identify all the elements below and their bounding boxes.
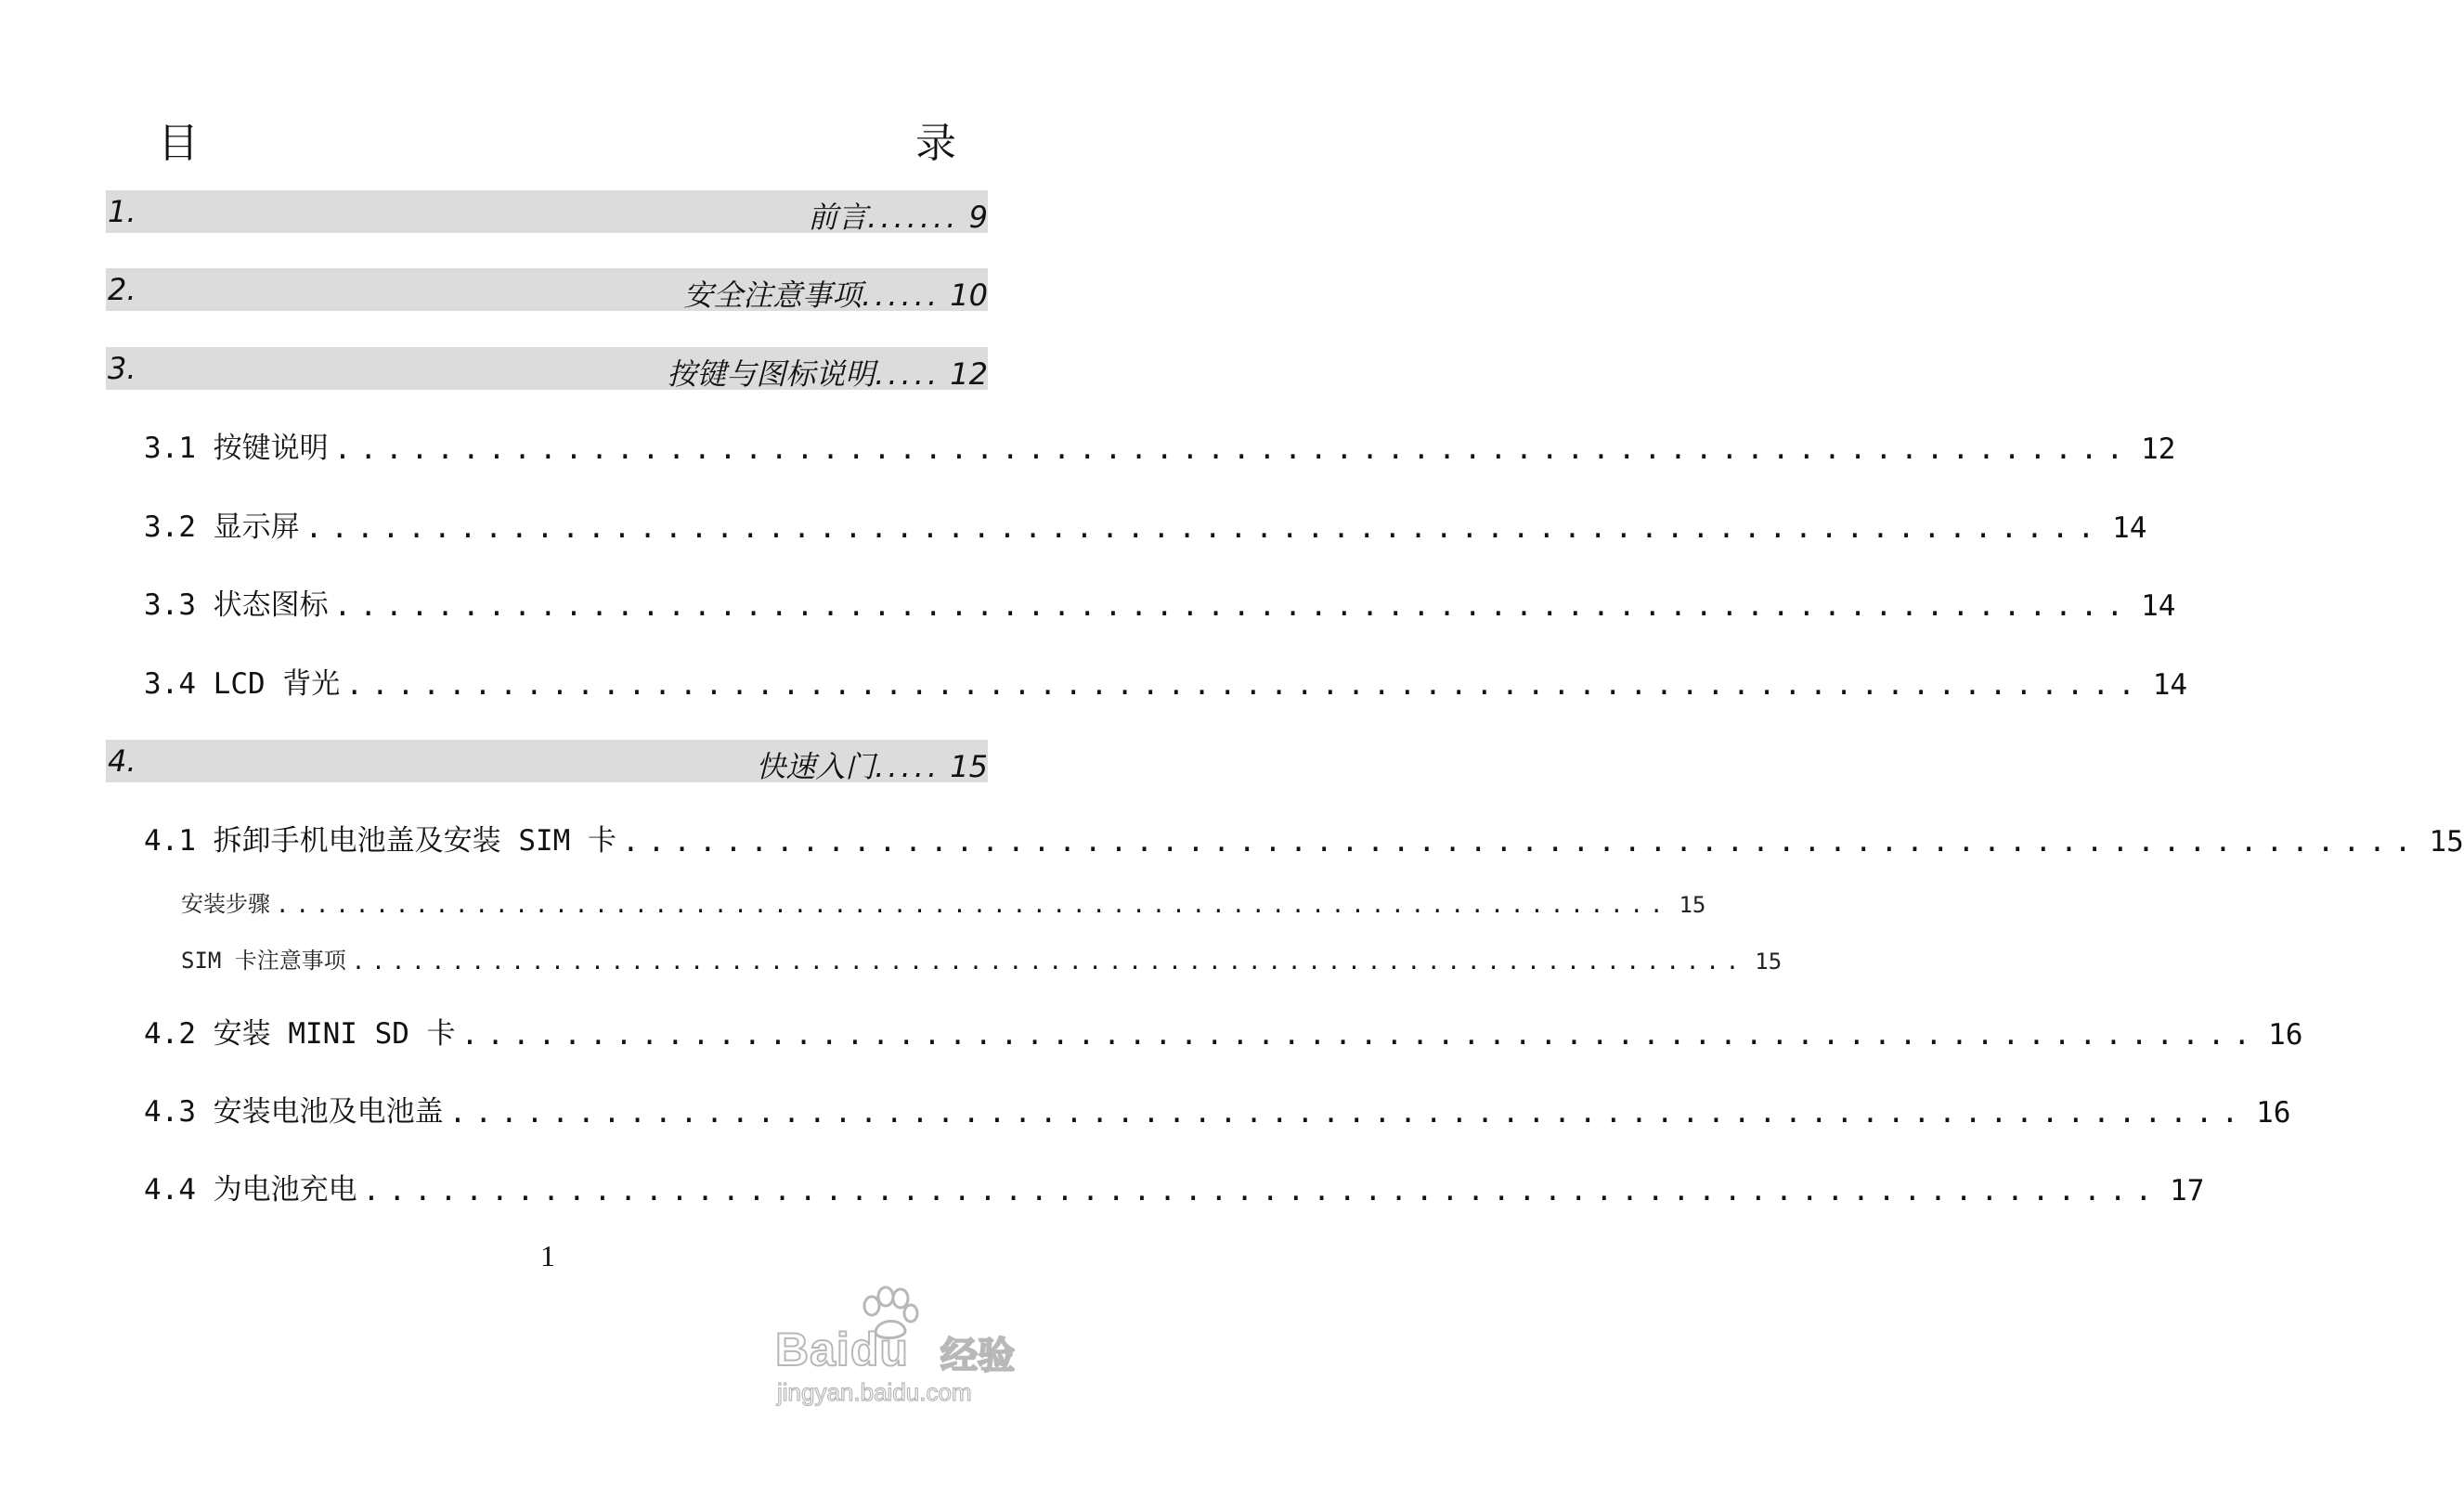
toc-chapter-2[interactable]: [106, 268, 988, 311]
entry-page: 15: [2429, 825, 2464, 859]
toc-entry-4-4[interactable]: [144, 1167, 2205, 1207]
watermark-brand: Baidu: [775, 1324, 909, 1375]
watermark-url: jingyan.baidu.com: [777, 1378, 972, 1406]
page-title: 目 录: [158, 120, 1105, 167]
entry-page: 14: [2152, 668, 2188, 702]
entry-title: 4.3 安装电池及电池盖: [144, 1095, 444, 1129]
entry-title: 3.2 显示屏: [144, 510, 300, 544]
chapter-number: 2.: [108, 272, 136, 307]
toc-entry-4-2[interactable]: [144, 1011, 2303, 1052]
chapter-title: 按键与图标说明: [667, 356, 875, 392]
dot-leader: ......................................................................: [305, 511, 2104, 545]
toc-subentry-sim-notes[interactable]: [181, 934, 1783, 975]
entry-page: 16: [2268, 1018, 2303, 1052]
dot-leader: .....: [875, 356, 941, 392]
toc-entry-3-2[interactable]: [144, 504, 2147, 545]
watermark-brand-cn: 经验: [940, 1335, 1015, 1377]
chapter-number: 1.: [108, 194, 136, 229]
dot-leader: ......................................................................: [333, 433, 2133, 466]
toc-entry-4-3[interactable]: [144, 1089, 2291, 1130]
chapter-title: 安全注意事项: [683, 278, 862, 313]
chapter-page: 10: [950, 278, 988, 313]
chapter-number: 4.: [108, 743, 136, 779]
toc-chapter-1[interactable]: [106, 190, 988, 233]
dot-leader: ......................................................................: [276, 892, 1670, 918]
dot-leader: ......................................................................: [362, 1174, 2161, 1207]
toc-entry-3-4[interactable]: [144, 661, 2188, 702]
baidu-watermark: [775, 1285, 1035, 1415]
toc-chapter-3[interactable]: [106, 347, 988, 390]
dot-leader: ......................................................................: [333, 589, 2133, 623]
entry-title: 4.1 拆卸手机电池盖及安装 SIM 卡: [144, 824, 616, 858]
entry-page: 16: [2256, 1096, 2291, 1130]
toc-chapter-4[interactable]: [106, 740, 988, 782]
chapter-page: 12: [950, 356, 988, 392]
chapter-page: 15: [950, 749, 988, 784]
chapter-page: 9: [968, 200, 988, 235]
entry-page: 15: [1679, 892, 1706, 918]
entry-title: 4.4 为电池充电: [144, 1173, 357, 1207]
dot-leader: ......................................................................: [351, 949, 1746, 975]
toc-subentry-install-steps[interactable]: [181, 877, 1706, 918]
toc-entry-4-1[interactable]: [144, 818, 2464, 859]
chapter-number: 3.: [108, 351, 136, 386]
page-number: 1: [540, 1239, 555, 1272]
entry-title: 4.2 安装 MINI SD 卡: [144, 1017, 456, 1051]
entry-title: 3.3 状态图标: [144, 588, 329, 622]
dot-leader: ......................................................................: [345, 668, 2144, 702]
dot-leader: ......................................................................: [460, 1018, 2260, 1052]
toc-entry-3-1[interactable]: [144, 425, 2176, 466]
entry-title: 安装步骤: [181, 891, 270, 917]
entry-page: 14: [2141, 589, 2176, 623]
dot-leader: .......: [867, 200, 960, 235]
entry-page: 14: [2112, 511, 2147, 545]
entry-title: 3.4 LCD 背光: [144, 667, 341, 701]
dot-leader: ......: [862, 278, 941, 313]
toc-entry-3-3[interactable]: [144, 582, 2176, 623]
entry-title: 3.1 按键说明: [144, 432, 329, 465]
dot-leader: .....: [875, 749, 941, 784]
entry-page: 12: [2141, 433, 2176, 466]
entry-page: 15: [1755, 949, 1783, 975]
chapter-title: 快速入门: [756, 749, 875, 784]
dot-leader: ......................................................................: [448, 1096, 2248, 1130]
entry-title: SIM 卡注意事项: [181, 948, 346, 974]
entry-page: 17: [2170, 1174, 2205, 1207]
chapter-title: 前言: [808, 200, 868, 235]
dot-leader: ......................................................................: [621, 825, 2420, 859]
